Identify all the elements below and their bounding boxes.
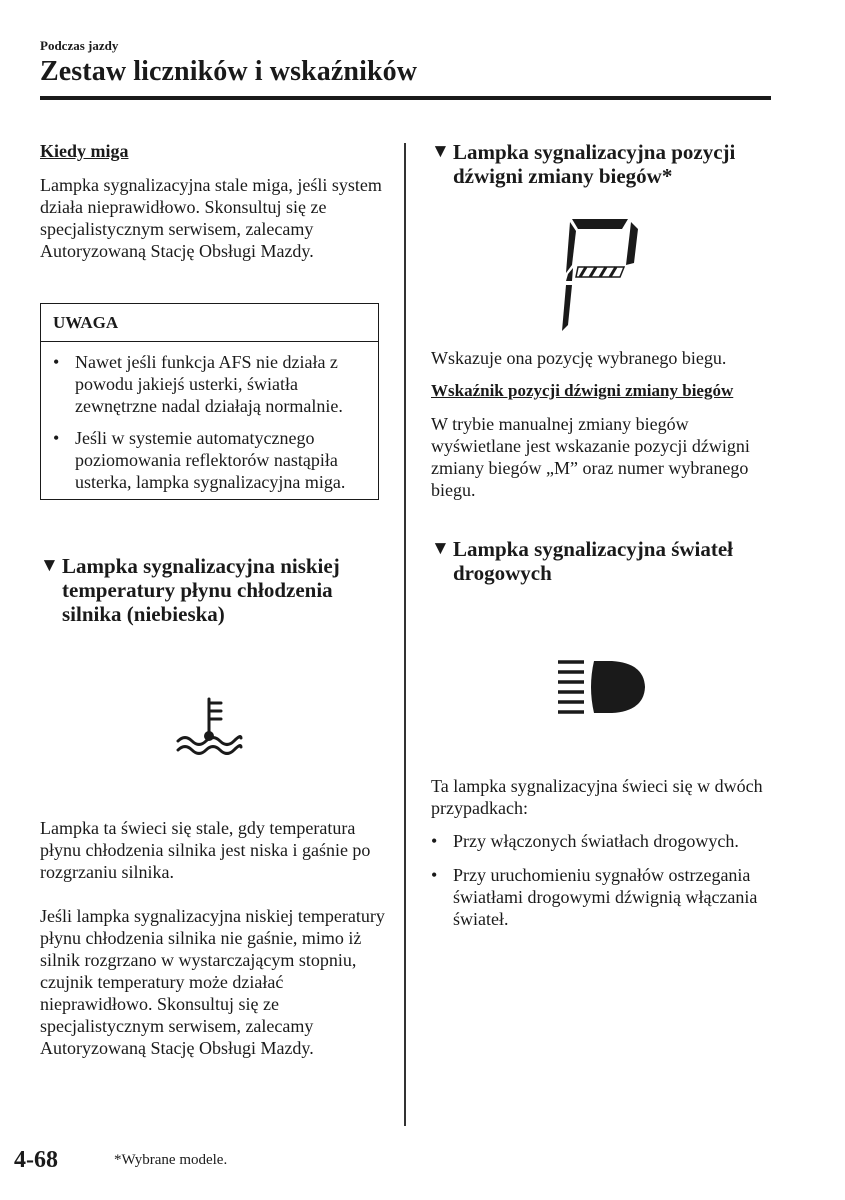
when-blinks-section [40,140,385,262]
high-beam-item: • Przy uruchomieniu sygnałów ostrzegania światłami drogowymi dźwignią włączania świateł. [431,864,776,930]
note-title: UWAGA [41,304,378,342]
coolant-para-1: Lampka ta świeci się stale, gdy temperatura płynu chłodzenia silnika jest niska i gaśnie po rozgrzaniu silnika. [40,818,371,882]
section-label: Podczas jazdy [40,38,119,53]
note-item: • Jeśli w systemie automatycznego poziomowania reflektorów nastąpiła usterka, lampka sygnalizacyjna miga. [41,427,370,493]
coolant-heading [40,554,385,626]
note-item: • Nawet jeśli funkcja AFS nie działa z powodu jakiejś usterki, światła zewnętrzne nadal działają normalnie. [41,351,370,417]
coolant-section [40,554,385,626]
section-triangle-marker: ▼ [431,538,450,559]
gear-section [431,140,776,188]
page-number: 4-68 [14,1147,58,1173]
high-beam-text [431,775,776,942]
footnote: *Wybrane modele. [114,1152,228,1168]
coolant-temperature-icon [175,697,243,755]
high-beam-list [431,830,776,930]
high-beam-icon [556,658,648,716]
high-beam-section [431,537,776,585]
gear-description: Wskazuje ona pozycję wybranego biegu. [431,348,727,368]
gear-text [431,347,776,501]
high-beam-heading-text: Lampka sygnalizacyjna świateł drogowych [453,537,734,585]
section-triangle-marker: ▼ [40,555,59,576]
gear-heading [431,140,776,188]
header-rule [40,96,771,100]
gear-position-p-icon [558,217,644,335]
page-title: Zestaw liczników i wskaźników [40,56,418,87]
coolant-para-2: Jeśli lampka sygnalizacyjna niskiej temperatury płynu chłodzenia silnika nie gaśnie, mimo iż silnik rozgrzano w wystarczającym stopniu, czujnik temperatury może działać nieprawidłowo. Skonsultuj się ze specjalistycznym serwisem, zalecamy Autoryzowaną Stację Obsługi Mazdy. [40,906,385,1058]
note-list [41,342,378,493]
when-blinks-text: Lampka sygnalizacyjna stale miga, jeśli system działa nieprawidłowo. Skonsultuj się ze specjalistycznym serwisem, zalecamy Autoryzowaną Stację Obsługi Mazdy. [40,175,382,261]
coolant-text [40,817,385,1059]
section-triangle-marker: ▼ [431,141,450,162]
high-beam-item: • Przy włączonych światłach drogowych. [431,830,776,852]
high-beam-description: Ta lampka sygnalizacyjna świeci się w dwóch przypadkach: [431,776,763,818]
when-blinks-heading: Kiedy miga [40,141,129,161]
high-beam-heading [431,537,776,585]
gear-indicator-heading: Wskaźnik pozycji dźwigni zmiany biegów [431,381,734,400]
gear-heading-text: Lampka sygnalizacyjna pozycji dźwigni zmiany biegów* [453,140,736,188]
coolant-heading-text: Lampka sygnalizacyjna niskiej temperatury płynu chłodzenia silnika (niebieska) [62,554,340,626]
gear-indicator-text: W trybie manualnej zmiany biegów wyświetlane jest wskazanie pozycji dźwigni zmiany biegów „M” oraz numer wybranego biegu. [431,414,750,500]
column-divider [404,143,406,1126]
note-box [40,303,379,500]
